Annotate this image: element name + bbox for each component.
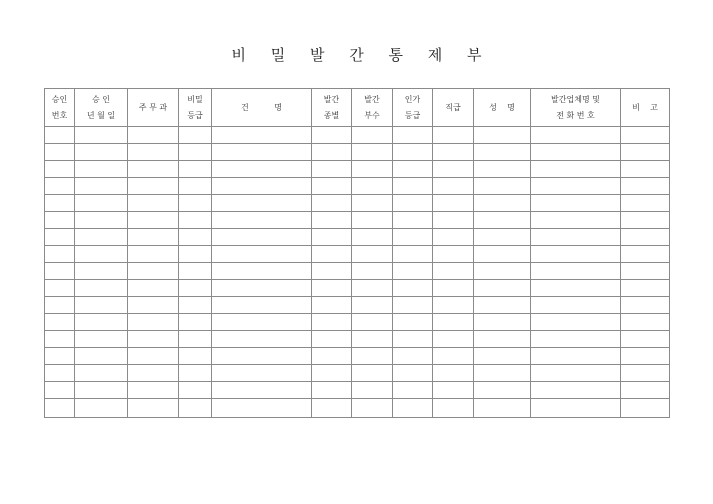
table-cell[interactable] xyxy=(433,212,474,229)
table-cell[interactable] xyxy=(474,314,531,331)
table-cell[interactable] xyxy=(45,297,75,314)
table-cell[interactable] xyxy=(312,314,352,331)
table-cell[interactable] xyxy=(128,348,179,365)
table-cell[interactable] xyxy=(474,348,531,365)
table-cell[interactable] xyxy=(433,246,474,263)
table-cell[interactable] xyxy=(179,127,212,144)
table-cell[interactable] xyxy=(393,399,433,418)
header-authorized-grade: 인가 등급 xyxy=(393,89,433,127)
table-cell[interactable] xyxy=(621,144,670,161)
table-cell[interactable] xyxy=(75,212,128,229)
table-cell[interactable] xyxy=(45,246,75,263)
table-cell[interactable] xyxy=(75,144,128,161)
header-name: 성 명 xyxy=(474,89,531,127)
table-cell[interactable] xyxy=(531,331,621,348)
table-row xyxy=(45,399,670,418)
table-cell[interactable] xyxy=(352,195,393,212)
header-responsible-section: 주 무 과 xyxy=(128,89,179,127)
table-row xyxy=(45,297,670,314)
table-cell[interactable] xyxy=(212,178,312,195)
table-cell[interactable] xyxy=(128,161,179,178)
table-cell[interactable] xyxy=(352,178,393,195)
table-cell[interactable] xyxy=(352,161,393,178)
table-cell[interactable] xyxy=(433,297,474,314)
table-cell[interactable] xyxy=(352,348,393,365)
table-cell[interactable] xyxy=(75,178,128,195)
table-cell[interactable] xyxy=(128,144,179,161)
table-cell[interactable] xyxy=(45,178,75,195)
table-cell[interactable] xyxy=(179,246,212,263)
table-cell[interactable] xyxy=(352,297,393,314)
table-cell[interactable] xyxy=(352,331,393,348)
table-cell[interactable] xyxy=(212,144,312,161)
table-cell[interactable] xyxy=(45,314,75,331)
ledger-body xyxy=(45,127,670,418)
table-cell[interactable] xyxy=(531,399,621,418)
table-cell[interactable] xyxy=(531,297,621,314)
table-cell[interactable] xyxy=(212,263,312,280)
table-cell[interactable] xyxy=(352,314,393,331)
table-cell[interactable] xyxy=(212,246,312,263)
table-cell[interactable] xyxy=(312,280,352,297)
table-cell[interactable] xyxy=(212,399,312,418)
table-cell[interactable] xyxy=(393,280,433,297)
table-cell[interactable] xyxy=(75,229,128,246)
table-cell[interactable] xyxy=(128,314,179,331)
table-cell[interactable] xyxy=(433,195,474,212)
table-cell[interactable] xyxy=(128,365,179,382)
table-cell[interactable] xyxy=(393,195,433,212)
table-cell[interactable] xyxy=(45,127,75,144)
table-cell[interactable] xyxy=(212,127,312,144)
table-cell[interactable] xyxy=(352,127,393,144)
table-cell[interactable] xyxy=(531,365,621,382)
table-cell[interactable] xyxy=(128,127,179,144)
table-cell[interactable] xyxy=(474,144,531,161)
table-row xyxy=(45,365,670,382)
table-cell[interactable] xyxy=(75,365,128,382)
table-cell[interactable] xyxy=(621,399,670,418)
table-cell[interactable] xyxy=(212,314,312,331)
table-row xyxy=(45,144,670,161)
table-cell[interactable] xyxy=(312,229,352,246)
table-cell[interactable] xyxy=(474,178,531,195)
table-cell[interactable] xyxy=(531,127,621,144)
table-cell[interactable] xyxy=(128,297,179,314)
control-ledger-table xyxy=(44,88,670,418)
table-cell[interactable] xyxy=(474,297,531,314)
table-cell[interactable] xyxy=(75,280,128,297)
table-cell[interactable] xyxy=(128,212,179,229)
table-cell[interactable] xyxy=(393,161,433,178)
header-publisher-and-phone: 발간업체명 및 전 화 번 호 xyxy=(531,89,621,127)
table-cell[interactable] xyxy=(621,229,670,246)
table-cell[interactable] xyxy=(531,382,621,399)
table-cell[interactable] xyxy=(312,263,352,280)
table-cell[interactable] xyxy=(393,365,433,382)
table-cell[interactable] xyxy=(433,382,474,399)
table-cell[interactable] xyxy=(433,348,474,365)
table-row xyxy=(45,331,670,348)
table-cell[interactable] xyxy=(75,297,128,314)
table-cell[interactable] xyxy=(75,195,128,212)
table-cell[interactable] xyxy=(179,195,212,212)
table-row xyxy=(45,382,670,399)
table-row xyxy=(45,195,670,212)
table-cell[interactable] xyxy=(433,280,474,297)
table-cell[interactable] xyxy=(531,144,621,161)
table-cell[interactable] xyxy=(621,382,670,399)
table-cell[interactable] xyxy=(474,382,531,399)
table-cell[interactable] xyxy=(75,246,128,263)
table-cell[interactable] xyxy=(75,314,128,331)
table-row xyxy=(45,229,670,246)
header-secret-grade: 비밀 등급 xyxy=(179,89,212,127)
table-cell[interactable] xyxy=(474,246,531,263)
table-cell[interactable] xyxy=(352,280,393,297)
table-cell[interactable] xyxy=(75,161,128,178)
table-cell[interactable] xyxy=(393,178,433,195)
table-cell[interactable] xyxy=(531,178,621,195)
table-cell[interactable] xyxy=(474,212,531,229)
table-cell[interactable] xyxy=(352,365,393,382)
table-cell[interactable] xyxy=(531,229,621,246)
table-cell[interactable] xyxy=(474,263,531,280)
table-cell[interactable] xyxy=(393,382,433,399)
table-cell[interactable] xyxy=(179,365,212,382)
table-cell[interactable] xyxy=(474,365,531,382)
table-cell[interactable] xyxy=(75,382,128,399)
table-cell[interactable] xyxy=(212,365,312,382)
table-cell[interactable] xyxy=(312,297,352,314)
table-cell[interactable] xyxy=(312,348,352,365)
table-cell[interactable] xyxy=(45,161,75,178)
header-publication-type: 발간 종별 xyxy=(312,89,352,127)
table-cell[interactable] xyxy=(179,297,212,314)
header-approval-number: 승인 번호 xyxy=(45,89,75,127)
document-title: 비 밀 발 간 통 제 부 xyxy=(231,46,492,64)
table-cell[interactable] xyxy=(531,263,621,280)
table-cell[interactable] xyxy=(474,229,531,246)
table-cell[interactable] xyxy=(179,144,212,161)
table-cell[interactable] xyxy=(531,161,621,178)
table-cell[interactable] xyxy=(621,127,670,144)
table-cell[interactable] xyxy=(312,144,352,161)
table-cell[interactable] xyxy=(433,399,474,418)
header-row xyxy=(45,89,670,127)
table-cell[interactable] xyxy=(474,127,531,144)
table-cell[interactable] xyxy=(312,161,352,178)
table-cell[interactable] xyxy=(128,382,179,399)
table-cell[interactable] xyxy=(45,263,75,280)
table-cell[interactable] xyxy=(433,161,474,178)
table-cell[interactable] xyxy=(621,280,670,297)
table-cell[interactable] xyxy=(474,161,531,178)
header-subject: 건 명 xyxy=(212,89,312,127)
table-cell[interactable] xyxy=(179,348,212,365)
table-cell[interactable] xyxy=(45,144,75,161)
table-cell[interactable] xyxy=(128,178,179,195)
table-cell[interactable] xyxy=(474,331,531,348)
table-row xyxy=(45,348,670,365)
table-cell[interactable] xyxy=(212,229,312,246)
table-cell[interactable] xyxy=(393,263,433,280)
table-cell[interactable] xyxy=(433,178,474,195)
table-cell[interactable] xyxy=(433,127,474,144)
table-cell[interactable] xyxy=(621,331,670,348)
table-cell[interactable] xyxy=(312,127,352,144)
table-cell[interactable] xyxy=(128,195,179,212)
table-cell[interactable] xyxy=(312,382,352,399)
table-cell[interactable] xyxy=(393,246,433,263)
table-cell[interactable] xyxy=(179,263,212,280)
table-cell[interactable] xyxy=(45,229,75,246)
table-cell[interactable] xyxy=(621,365,670,382)
header-approval-date: 승 인 년 월 일 xyxy=(75,89,128,127)
table-cell[interactable] xyxy=(179,382,212,399)
table-cell[interactable] xyxy=(128,280,179,297)
table-cell[interactable] xyxy=(621,314,670,331)
table-cell[interactable] xyxy=(531,195,621,212)
table-cell[interactable] xyxy=(212,297,312,314)
table-row xyxy=(45,178,670,195)
table-cell[interactable] xyxy=(393,144,433,161)
table-cell[interactable] xyxy=(128,229,179,246)
table-cell[interactable] xyxy=(75,399,128,418)
table-cell[interactable] xyxy=(179,399,212,418)
table-cell[interactable] xyxy=(474,195,531,212)
table-cell[interactable] xyxy=(312,365,352,382)
table-cell[interactable] xyxy=(45,280,75,297)
table-cell[interactable] xyxy=(212,348,312,365)
table-cell[interactable] xyxy=(75,348,128,365)
table-cell[interactable] xyxy=(75,127,128,144)
table-cell[interactable] xyxy=(352,382,393,399)
table-cell[interactable] xyxy=(352,212,393,229)
table-cell[interactable] xyxy=(45,348,75,365)
table-cell[interactable] xyxy=(312,195,352,212)
table-cell[interactable] xyxy=(474,280,531,297)
table-row xyxy=(45,263,670,280)
table-cell[interactable] xyxy=(621,297,670,314)
table-cell[interactable] xyxy=(393,314,433,331)
table-cell[interactable] xyxy=(75,331,128,348)
table-cell[interactable] xyxy=(352,144,393,161)
table-cell[interactable] xyxy=(179,314,212,331)
table-cell[interactable] xyxy=(179,331,212,348)
table-cell[interactable] xyxy=(179,229,212,246)
table-cell[interactable] xyxy=(212,280,312,297)
table-cell[interactable] xyxy=(433,229,474,246)
table-cell[interactable] xyxy=(531,212,621,229)
table-cell[interactable] xyxy=(433,365,474,382)
table-cell[interactable] xyxy=(621,178,670,195)
header-remarks: 비 고 xyxy=(621,89,670,127)
table-row xyxy=(45,246,670,263)
table-cell[interactable] xyxy=(45,365,75,382)
table-cell[interactable] xyxy=(45,331,75,348)
table-cell[interactable] xyxy=(179,212,212,229)
table-cell[interactable] xyxy=(45,195,75,212)
header-rank: 직급 xyxy=(433,89,474,127)
table-cell[interactable] xyxy=(128,399,179,418)
table-cell[interactable] xyxy=(312,331,352,348)
table-cell[interactable] xyxy=(621,348,670,365)
table-cell[interactable] xyxy=(531,246,621,263)
table-cell[interactable] xyxy=(433,263,474,280)
table-cell[interactable] xyxy=(45,399,75,418)
table-cell[interactable] xyxy=(212,382,312,399)
table-cell[interactable] xyxy=(531,314,621,331)
table-row xyxy=(45,127,670,144)
table-cell[interactable] xyxy=(393,331,433,348)
table-cell[interactable] xyxy=(212,161,312,178)
table-cell[interactable] xyxy=(393,212,433,229)
table-cell[interactable] xyxy=(45,382,75,399)
table-cell[interactable] xyxy=(312,399,352,418)
table-cell[interactable] xyxy=(45,212,75,229)
table-cell[interactable] xyxy=(393,229,433,246)
table-row xyxy=(45,161,670,178)
table-cell[interactable] xyxy=(352,399,393,418)
table-cell[interactable] xyxy=(433,144,474,161)
table-cell[interactable] xyxy=(128,331,179,348)
header-copies: 발간 부수 xyxy=(352,89,393,127)
table-cell[interactable] xyxy=(393,127,433,144)
table-cell[interactable] xyxy=(212,212,312,229)
table-cell[interactable] xyxy=(312,178,352,195)
table-cell[interactable] xyxy=(75,263,128,280)
table-cell[interactable] xyxy=(352,263,393,280)
table-cell[interactable] xyxy=(621,212,670,229)
table-cell[interactable] xyxy=(128,246,179,263)
table-cell[interactable] xyxy=(393,348,433,365)
table-cell[interactable] xyxy=(179,161,212,178)
table-cell[interactable] xyxy=(312,246,352,263)
table-cell[interactable] xyxy=(312,212,352,229)
table-row xyxy=(45,212,670,229)
table-cell[interactable] xyxy=(474,399,531,418)
table-cell[interactable] xyxy=(621,161,670,178)
table-cell[interactable] xyxy=(621,263,670,280)
table-row xyxy=(45,314,670,331)
table-row xyxy=(45,280,670,297)
table-cell[interactable] xyxy=(179,178,212,195)
table-cell[interactable] xyxy=(531,280,621,297)
table-cell[interactable] xyxy=(621,195,670,212)
table-cell[interactable] xyxy=(128,263,179,280)
table-cell[interactable] xyxy=(352,246,393,263)
table-cell[interactable] xyxy=(433,331,474,348)
table-cell[interactable] xyxy=(212,195,312,212)
table-cell[interactable] xyxy=(621,246,670,263)
table-cell[interactable] xyxy=(433,314,474,331)
table-cell[interactable] xyxy=(393,297,433,314)
table-cell[interactable] xyxy=(352,229,393,246)
table-cell[interactable] xyxy=(179,280,212,297)
table-cell[interactable] xyxy=(212,331,312,348)
table-cell[interactable] xyxy=(531,348,621,365)
